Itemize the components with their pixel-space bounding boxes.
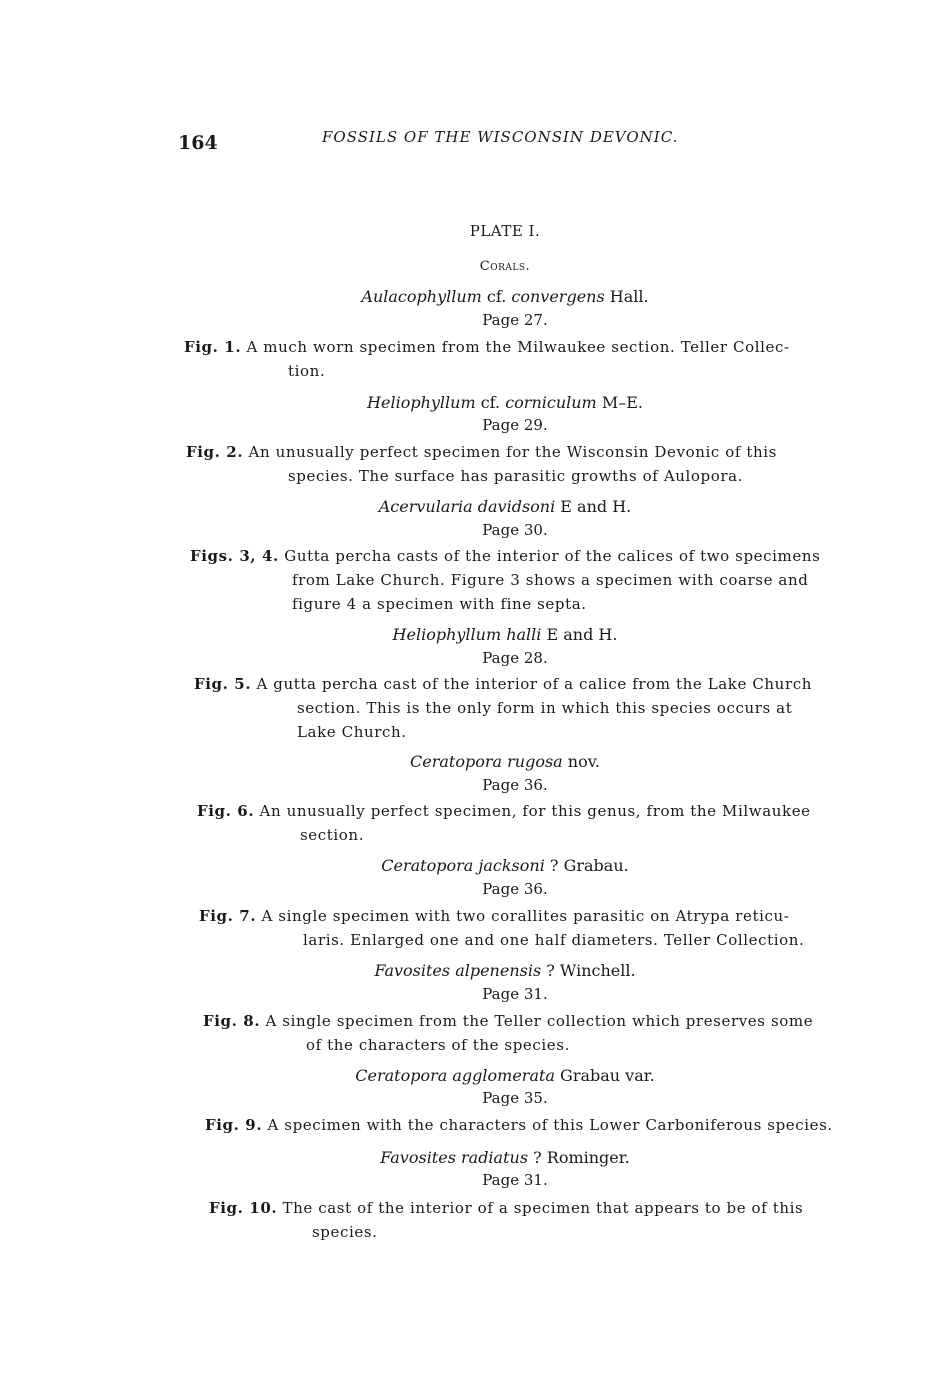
- species-name: Heliophyllum halli E and H.: [392, 625, 618, 644]
- page-reference: Page 28.: [482, 649, 548, 667]
- page-reference: Page 29.: [482, 416, 548, 434]
- figure-caption: Fig. 8. A single specimen from the Teller collection which preserves some of the characters of the species.: [203, 1012, 814, 1054]
- species-name: Heliophyllum cf. corniculum M–E.: [367, 393, 643, 412]
- figure-caption: Fig. 6. An unusually perfect specimen, for this genus, from the Milwaukee section.: [197, 802, 811, 844]
- running-title: FOSSILS OF THE WISCONSIN DEVONIC.: [322, 128, 679, 146]
- figure-caption: Fig. 2. An unusually perfect specimen for the Wisconsin Devonic of this species. The surface has parasitic growths of Aulopora.: [186, 443, 777, 485]
- figure-caption: Figs. 3, 4. Gutta percha casts of the interior of the calices of two specimens from Lake Church. Figure 3 shows a specimen with coarse and figure 4 a specimen with fine septa.: [190, 547, 821, 613]
- page-reference: Page 31.: [482, 985, 548, 1003]
- species-name: Aulacophyllum cf. convergens Hall.: [361, 287, 649, 306]
- page-reference: Page 30.: [482, 521, 548, 539]
- figure-caption: Fig. 5. A gutta percha cast of the interior of a calice from the Lake Church section. This is the only form in which this species occurs at Lake Church.: [194, 675, 812, 741]
- figure-caption: Fig. 7. A single specimen with two corallites parasitic on Atrypa reticu- laris. Enlarged one and one half diameters. Teller Collection.: [199, 907, 805, 949]
- species-name: Ceratopora jacksoni ? Grabau.: [381, 856, 629, 875]
- page-reference: Page 31.: [482, 1171, 548, 1189]
- species-name: Favosites alpenensis ? Winchell.: [374, 961, 636, 980]
- species-name: Ceratopora agglomerata Grabau var.: [355, 1066, 655, 1085]
- page-reference: Page 27.: [482, 311, 548, 329]
- species-name: Favosites radiatus ? Rominger.: [380, 1148, 630, 1167]
- species-name: Ceratopora rugosa nov.: [410, 752, 600, 771]
- figure-caption: Fig. 10. The cast of the interior of a specimen that appears to be of this species.: [209, 1199, 804, 1241]
- plate-title: PLATE I.: [469, 222, 541, 240]
- page-number: 164: [178, 132, 218, 154]
- figure-caption: Fig. 9. A specimen with the characters of this Lower Carboniferous species.: [205, 1116, 833, 1134]
- page-reference: Page 35.: [482, 1089, 548, 1107]
- section-title: Corals.: [479, 259, 531, 274]
- page-reference: Page 36.: [482, 880, 548, 898]
- figure-caption: Fig. 1. A much worn specimen from the Milwaukee section. Teller Collec- tion.: [184, 338, 790, 380]
- species-name: Acervularia davidsoni E and H.: [378, 497, 632, 516]
- page-reference: Page 36.: [482, 776, 548, 794]
